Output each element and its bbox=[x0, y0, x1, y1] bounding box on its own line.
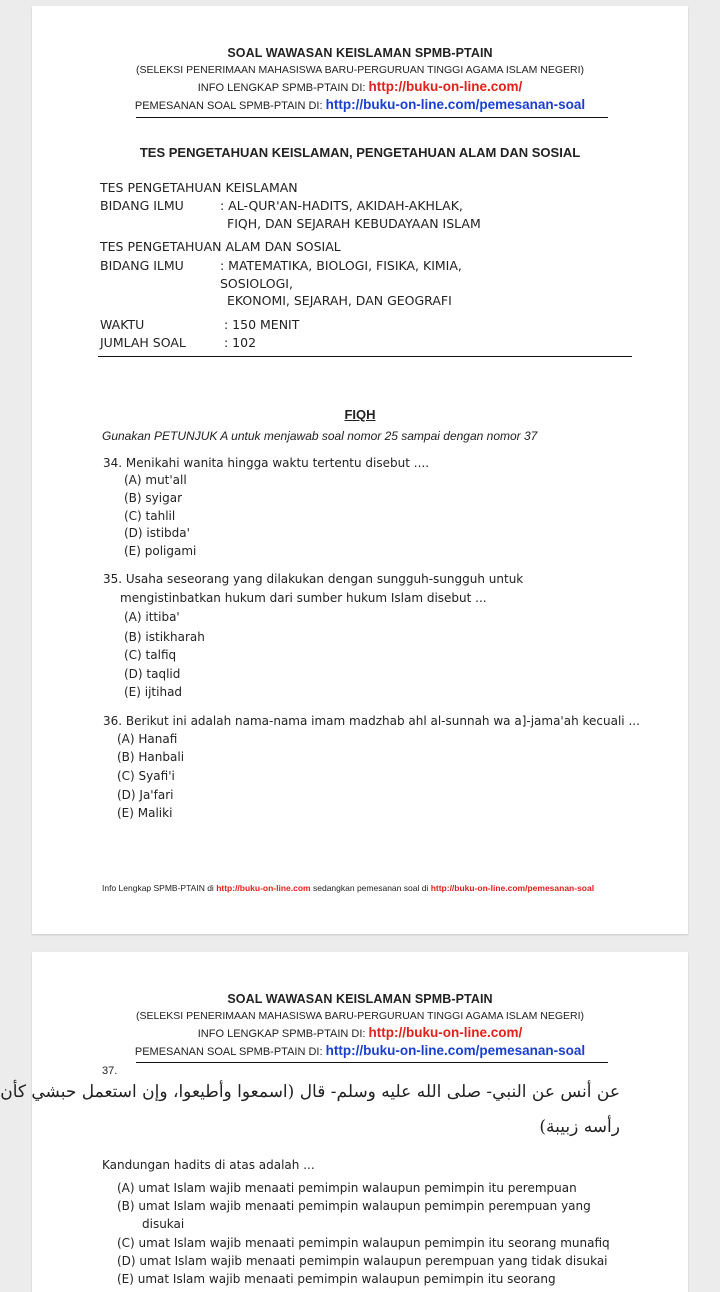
question-37-stem: Kandungan hadits di atas adalah ... bbox=[102, 1158, 315, 1172]
part2-value-2: SOSIOLOGI, bbox=[220, 276, 293, 291]
part1-value-1: : AL-QUR'AN-HADITS, AKIDAH-AKHLAK, bbox=[220, 198, 463, 213]
waktu-value: : 150 MENIT bbox=[224, 317, 300, 332]
question-36-option-c[interactable]: (C) Syafi'i bbox=[117, 769, 175, 783]
page-header-order bbox=[32, 1043, 688, 1058]
question-37-arabic-line-2: رأسه زبيبة) bbox=[539, 1117, 620, 1137]
part1-value-2: FIQH, DAN SEJARAH KEBUDAYAAN ISLAM bbox=[227, 216, 481, 231]
jumlah-label: JUMLAH SOAL bbox=[100, 335, 186, 350]
question-34-option-a[interactable]: (A) mut'all bbox=[124, 473, 187, 487]
part1-label: BIDANG ILMU bbox=[100, 198, 184, 213]
page-footer bbox=[102, 883, 594, 893]
page-header-info bbox=[32, 1025, 688, 1040]
info-link[interactable]: http://buku-on-line.com/ bbox=[368, 1025, 523, 1040]
question-37-option-b[interactable]: (B) umat Islam wajib menaati pemimpin walaupun pemimpin perempuan yang bbox=[117, 1199, 591, 1213]
jumlah-value: : 102 bbox=[224, 335, 257, 350]
question-37-option-e[interactable]: (E) umat Islam wajib menaati pemimpin walaupun pemimpin itu seorang bbox=[117, 1272, 556, 1286]
question-36-stem: 36. Berikut ini adalah nama-nama imam madzhab ahl al-sunnah wa a]-jama'ah kecuali ... bbox=[103, 714, 640, 728]
footer-link-2[interactable]: http://buku-on-line.com/pemesanan-soal bbox=[430, 883, 595, 893]
question-34-option-b[interactable]: (B) syigar bbox=[124, 491, 183, 505]
question-37-number: 37. bbox=[102, 1065, 118, 1077]
question-37-arabic-line-1: عن أنس عن النبي- صلى الله عليه وسلم- قال (اسمعوا وأطيعوا، وإن استعمل حبشي كأن bbox=[0, 1082, 620, 1102]
question-35-option-b[interactable]: (B) istikharah bbox=[124, 630, 205, 644]
info-prefix: INFO LENGKAP SPMB-PTAIN DI: bbox=[197, 1028, 366, 1040]
part1-title: TES PENGETAHUAN KEISLAMAN bbox=[100, 180, 298, 195]
question-35-option-d[interactable]: (D) taqlid bbox=[124, 667, 181, 681]
header-divider bbox=[136, 1062, 608, 1063]
order-prefix: PEMESANAN SOAL SPMB-PTAIN DI: bbox=[134, 100, 323, 112]
page-header-info bbox=[32, 79, 688, 94]
order-link[interactable]: http://buku-on-line.com/pemesanan-soal bbox=[325, 1043, 586, 1058]
question-36-option-d[interactable]: (D) Ja'fari bbox=[117, 788, 174, 802]
part2-value-1: : MATEMATIKA, BIOLOGI, FISIKA, KIMIA, bbox=[220, 258, 462, 273]
page-header-subtitle: (SELEKSI PENERIMAAN MAHASISWA BARU-PERGURUAN TINGGI AGAMA ISLAM NEGERI) bbox=[135, 1010, 585, 1022]
question-37-option-a[interactable]: (A) umat Islam wajib menaati pemimpin walaupun pemimpin itu perempuan bbox=[117, 1181, 577, 1195]
page-header-title: SOAL WAWASAN KEISLAMAN SPMB-PTAIN bbox=[227, 46, 493, 60]
part2-value-3: EKONOMI, SEJARAH, DAN GEOGRAFI bbox=[227, 293, 452, 308]
page-header-order bbox=[32, 97, 688, 112]
question-35-option-a[interactable]: (A) ittiba' bbox=[124, 610, 180, 624]
section-instruction: Gunakan PETUNJUK A untuk menjawab soal nomor 25 sampai dengan nomor 37 bbox=[102, 429, 538, 443]
question-37-option-c[interactable]: (C) umat Islam wajib menaati pemimpin walaupun pemimpin itu seorang munafiq bbox=[117, 1236, 610, 1250]
question-35-option-c[interactable]: (C) talfiq bbox=[124, 648, 177, 662]
question-36-option-a[interactable]: (A) Hanafi bbox=[117, 732, 178, 746]
page-header-subtitle: (SELEKSI PENERIMAAN MAHASISWA BARU-PERGURUAN TINGGI AGAMA ISLAM NEGERI) bbox=[135, 64, 585, 76]
section-title: FIQH bbox=[344, 407, 376, 422]
footer-text-1: Info Lengkap SPMB-PTAIN di bbox=[102, 883, 214, 893]
question-34-option-d[interactable]: (D) istibda' bbox=[124, 526, 190, 540]
question-37-option-d[interactable]: (D) umat Islam wajib menaati pemimpin walaupun perempuan yang tidak disukai bbox=[117, 1254, 608, 1268]
part2-label: BIDANG ILMU bbox=[100, 258, 184, 273]
document-page-2 bbox=[0, 952, 688, 1292]
document-page-1 bbox=[32, 6, 688, 934]
question-35-stem-line-1: 35. Usaha seseorang yang dilakukan dengan sungguh-sungguh untuk bbox=[103, 572, 524, 586]
waktu-label: WAKTU bbox=[100, 317, 145, 332]
question-35-option-e[interactable]: (E) ijtihad bbox=[124, 685, 183, 699]
test-heading: TES PENGETAHUAN KEISLAMAN, PENGETAHUAN ALAM DAN SOSIAL bbox=[139, 145, 581, 160]
order-link[interactable]: http://buku-on-line.com/pemesanan-soal bbox=[325, 97, 586, 112]
question-36-option-e[interactable]: (E) Maliki bbox=[117, 806, 173, 820]
question-34-option-c[interactable]: (C) tahlil bbox=[124, 509, 176, 523]
info-prefix: INFO LENGKAP SPMB-PTAIN DI: bbox=[197, 82, 366, 94]
footer-link-1[interactable]: http://buku-on-line.com bbox=[216, 883, 311, 893]
question-36-option-b[interactable]: (B) Hanbali bbox=[117, 750, 185, 764]
question-34-stem: 34. Menikahi wanita hingga waktu tertentu disebut .... bbox=[103, 456, 430, 470]
question-35-stem-line-2: mengistinbatkan hukum dari sumber hukum Islam disebut ... bbox=[120, 591, 487, 605]
question-34-option-e[interactable]: (E) poligami bbox=[124, 544, 197, 558]
info-divider bbox=[98, 356, 632, 357]
footer-text-2: sedangkan pemesanan soal di bbox=[313, 883, 429, 893]
header-divider bbox=[136, 117, 608, 118]
part2-title: TES PENGETAHUAN ALAM DAN SOSIAL bbox=[100, 239, 341, 254]
info-link[interactable]: http://buku-on-line.com/ bbox=[368, 79, 523, 94]
order-prefix: PEMESANAN SOAL SPMB-PTAIN DI: bbox=[134, 1046, 323, 1058]
question-37-option-b-cont: disukai bbox=[142, 1217, 185, 1231]
page-header-title: SOAL WAWASAN KEISLAMAN SPMB-PTAIN bbox=[227, 992, 493, 1006]
